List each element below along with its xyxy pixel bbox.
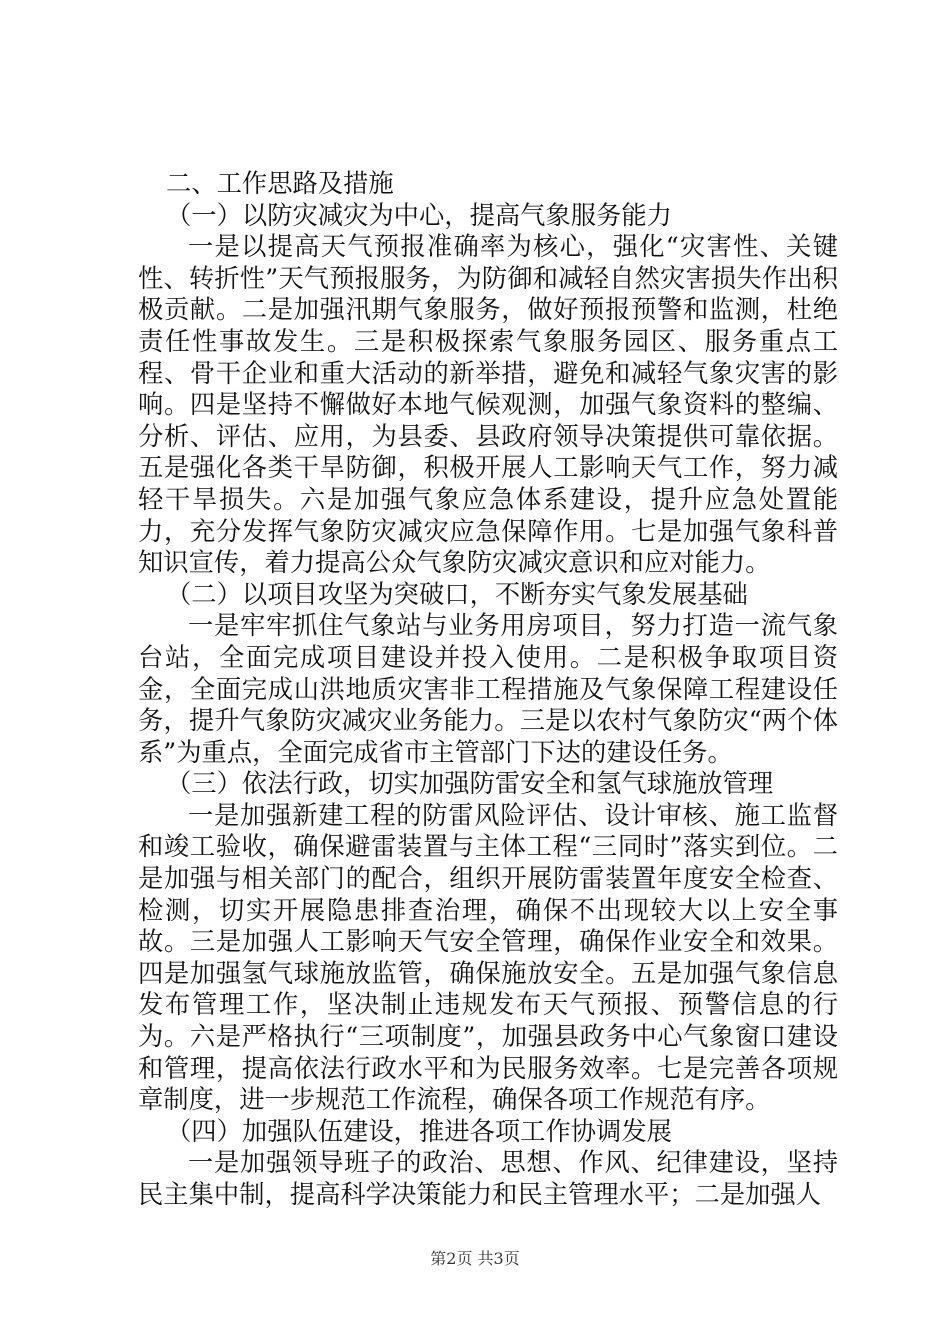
subsection-title-4: （四）加强队伍建设，推进各项工作协调发展 [166,1116,672,1146]
paragraph-2: 一是牢牢抓住气象站与业务用房项目，努力打造一流气象台站，全面完成项目建设并投入使用。二是积极争取项目资金，全面完成山洪地质灾害非工程措施及气象保障工程建设任务，提升气象防灾减灾业务能力。三是以农村气象防灾“两个体系”为重点，全面完成省市主管部门下达的建设任务。 [138,611,838,767]
paragraph-4: 一是加强领导班子的政治、思想、作风、纪律建设，坚持民主集中制，提高科学决策能力和民主管理水平；二是加强人 [138,1148,838,1209]
subsection-title-1: （一）以防灾减灾为中心，提高气象服务能力 [166,200,672,230]
subsection-title-2: （二）以项目攻坚为突破口，不断夯实气象发展基础 [166,579,748,609]
paragraph-1: 一是以提高天气预报准确率为核心，强化“灾害性、关键性、转折性”天气预报服务，为防御和减轻自然灾害损失作出积极贡献。二是加强汛期气象服务，做好预报预警和监测，杜绝责任性事故发生。三是积极探索气象服务园区、服务重点工程、骨干企业和重大活动的新举措，避免和减轻气象灾害的影响。四是坚持不懈做好本地气候观测，加强气象资料的整编、分析、评估、应用，为县委、县政府领导决策提供可靠依据。五是强化各类干旱防御，积极开展人工影响天气工作，努力减轻干旱损失。六是加强气象应急体系建设，提升应急处置能力，充分发挥气象防灾减灾应急保障作用。七是加强气象科普知识宣传，着力提高公众气象防灾减灾意识和应对能力。 [138,232,838,578]
subsection-title-3: （三）依法行政，切实加强防雷安全和氢气球施放管理 [166,769,774,799]
document-body [138,168,838,1211]
page-number-footer: 第2页 共3页 [430,1249,520,1268]
section-heading: 二、工作思路及措施 [166,169,394,198]
paragraph-3: 一是加强新建工程的防雷风险评估、设计审核、施工监督和竣工验收，确保避雷装置与主体工程“三同时”落实到位。二是加强与相关部门的配合，组织开展防雷装置年度安全检查、检测，切实开展隐患排查治理，确保不出现较大以上安全事故。三是加强人工影响天气安全管理，确保作业安全和效果。四是加强氢气球施放监管，确保施放安全。五是加强气象信息发布管理工作，坚决制止违规发布天气预报、预警信息的行为。六是严格执行“三项制度”，加强县政务中心气象窗口建设和管理，提高依法行政水平和为民服务效率。七是完善各项规章制度，进一步规范工作流程，确保各项工作规范有序。 [138,800,838,1115]
